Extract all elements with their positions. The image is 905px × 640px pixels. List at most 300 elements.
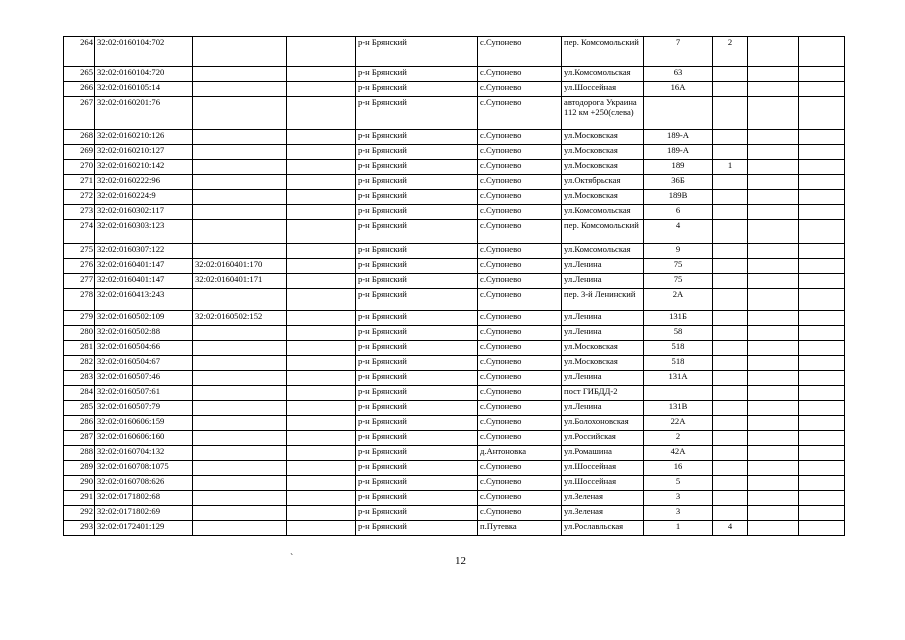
empty-column (287, 386, 356, 401)
row-number: 284 (64, 386, 95, 401)
extra-cell-1 (748, 326, 799, 341)
empty-column (287, 416, 356, 431)
locality-cell: с.Супонево (478, 145, 562, 160)
house-number-cell (644, 97, 713, 130)
linked-cadastral-number (193, 491, 287, 506)
empty-column (287, 506, 356, 521)
cadastral-number: 32:02:0160401:147 (95, 259, 193, 274)
locality-cell: с.Супонево (478, 67, 562, 82)
house-number-cell: 518 (644, 356, 713, 371)
cadastral-number: 32:02:0160303:123 (95, 220, 193, 244)
row-number: 264 (64, 37, 95, 67)
building-cell (713, 491, 748, 506)
row-number: 271 (64, 175, 95, 190)
cadastral-number: 32:02:0160504:67 (95, 356, 193, 371)
row-number: 291 (64, 491, 95, 506)
empty-column (287, 289, 356, 311)
empty-column (287, 491, 356, 506)
linked-cadastral-number (193, 175, 287, 190)
table-row (64, 175, 845, 190)
row-number: 279 (64, 311, 95, 326)
table-row (64, 371, 845, 386)
street-cell: ул.Ленина (562, 326, 644, 341)
table-row (64, 491, 845, 506)
table-row (64, 311, 845, 326)
extra-cell-1 (748, 37, 799, 67)
locality-cell: с.Супонево (478, 326, 562, 341)
locality-cell: с.Супонево (478, 491, 562, 506)
street-cell: ул.Комсомольская (562, 205, 644, 220)
extra-cell-2 (799, 491, 845, 506)
extra-cell-2 (799, 476, 845, 491)
cadastral-number: 32:02:0160507:79 (95, 401, 193, 416)
house-number-cell: 189 (644, 160, 713, 175)
linked-cadastral-number (193, 160, 287, 175)
extra-cell-1 (748, 506, 799, 521)
table-row (64, 431, 845, 446)
house-number-cell: 9 (644, 244, 713, 259)
extra-cell-2 (799, 130, 845, 145)
street-cell: ул.Российская (562, 431, 644, 446)
table-row (64, 289, 845, 311)
locality-cell: с.Супонево (478, 160, 562, 175)
table-row (64, 416, 845, 431)
extra-cell-1 (748, 521, 799, 536)
building-cell (713, 145, 748, 160)
row-number: 275 (64, 244, 95, 259)
extra-cell-1 (748, 371, 799, 386)
house-number-cell: 3 (644, 491, 713, 506)
building-cell (713, 446, 748, 461)
building-cell (713, 244, 748, 259)
cadastral-number: 32:02:0160224:9 (95, 190, 193, 205)
empty-column (287, 476, 356, 491)
row-number: 269 (64, 145, 95, 160)
building-cell (713, 386, 748, 401)
cadastral-number: 32:02:0160210:126 (95, 130, 193, 145)
linked-cadastral-number (193, 82, 287, 97)
locality-cell: с.Супонево (478, 461, 562, 476)
extra-cell-2 (799, 341, 845, 356)
street-cell: ул.Ленина (562, 401, 644, 416)
row-number: 270 (64, 160, 95, 175)
row-number: 265 (64, 67, 95, 82)
district-cell: р-н Брянский (356, 175, 478, 190)
building-cell (713, 259, 748, 274)
cadastral-number: 32:02:0160210:127 (95, 145, 193, 160)
page-number: 12 (455, 555, 466, 567)
extra-cell-1 (748, 220, 799, 244)
row-number: 266 (64, 82, 95, 97)
street-cell: ул.Шоссейная (562, 461, 644, 476)
extra-cell-1 (748, 259, 799, 274)
locality-cell: с.Супонево (478, 476, 562, 491)
table-row (64, 386, 845, 401)
building-cell (713, 371, 748, 386)
table-row (64, 356, 845, 371)
extra-cell-1 (748, 130, 799, 145)
extra-cell-2 (799, 386, 845, 401)
extra-cell-2 (799, 160, 845, 175)
district-cell: р-н Брянский (356, 160, 478, 175)
street-cell: ул.Шоссейная (562, 476, 644, 491)
house-number-cell: 58 (644, 326, 713, 341)
building-cell: 1 (713, 160, 748, 175)
empty-column (287, 145, 356, 160)
extra-cell-1 (748, 67, 799, 82)
extra-cell-2 (799, 274, 845, 289)
house-number-cell: 5 (644, 476, 713, 491)
district-cell: р-н Брянский (356, 82, 478, 97)
district-cell: р-н Брянский (356, 130, 478, 145)
extra-cell-1 (748, 476, 799, 491)
extra-cell-2 (799, 175, 845, 190)
building-cell (713, 476, 748, 491)
table-row (64, 145, 845, 160)
street-cell: ул.Ромашина (562, 446, 644, 461)
linked-cadastral-number (193, 145, 287, 160)
extra-cell-2 (799, 461, 845, 476)
cadastral-number: 32:02:0160401:147 (95, 274, 193, 289)
extra-cell-2 (799, 326, 845, 341)
extra-cell-1 (748, 289, 799, 311)
extra-cell-1 (748, 274, 799, 289)
locality-cell: с.Супонево (478, 386, 562, 401)
cadastral-number: 32:02:0160502:109 (95, 311, 193, 326)
table-row (64, 82, 845, 97)
empty-column (287, 401, 356, 416)
locality-cell: с.Супонево (478, 82, 562, 97)
locality-cell: с.Супонево (478, 130, 562, 145)
district-cell: р-н Брянский (356, 341, 478, 356)
table-row (64, 190, 845, 205)
table-row (64, 521, 845, 536)
linked-cadastral-number (193, 289, 287, 311)
empty-column (287, 326, 356, 341)
district-cell: р-н Брянский (356, 259, 478, 274)
row-number: 276 (64, 259, 95, 274)
empty-column (287, 521, 356, 536)
locality-cell: с.Супонево (478, 190, 562, 205)
street-cell: ул.Московская (562, 356, 644, 371)
street-cell: автодорога Украина 112 км +250(слева) (562, 97, 644, 130)
street-cell: ул.Ленина (562, 371, 644, 386)
locality-cell: с.Супонево (478, 401, 562, 416)
linked-cadastral-number (193, 97, 287, 130)
extra-cell-2 (799, 82, 845, 97)
building-cell (713, 326, 748, 341)
row-number: 281 (64, 341, 95, 356)
empty-column (287, 175, 356, 190)
table-row (64, 67, 845, 82)
building-cell: 2 (713, 37, 748, 67)
street-cell: пер. 3-й Ленинский (562, 289, 644, 311)
row-number: 280 (64, 326, 95, 341)
extra-cell-2 (799, 97, 845, 130)
table-row (64, 476, 845, 491)
cadastral-number: 32:02:0171802:69 (95, 506, 193, 521)
locality-cell: с.Супонево (478, 506, 562, 521)
house-number-cell: 16 (644, 461, 713, 476)
linked-cadastral-number: 32:02:0160502:152 (193, 311, 287, 326)
locality-cell: с.Супонево (478, 220, 562, 244)
extra-cell-1 (748, 97, 799, 130)
extra-cell-1 (748, 341, 799, 356)
empty-column (287, 356, 356, 371)
locality-cell: с.Супонево (478, 37, 562, 67)
district-cell: р-н Брянский (356, 311, 478, 326)
house-number-cell: 6 (644, 205, 713, 220)
house-number-cell: 75 (644, 274, 713, 289)
empty-column (287, 371, 356, 386)
district-cell: р-н Брянский (356, 244, 478, 259)
locality-cell: с.Супонево (478, 416, 562, 431)
extra-cell-2 (799, 521, 845, 536)
extra-cell-1 (748, 145, 799, 160)
extra-cell-1 (748, 244, 799, 259)
extra-cell-1 (748, 160, 799, 175)
house-number-cell: 131Б (644, 311, 713, 326)
linked-cadastral-number (193, 244, 287, 259)
table-row (64, 341, 845, 356)
house-number-cell: 75 (644, 259, 713, 274)
linked-cadastral-number (193, 476, 287, 491)
row-number: 267 (64, 97, 95, 130)
street-cell: ул.Московская (562, 160, 644, 175)
row-number: 278 (64, 289, 95, 311)
street-cell: ул.Московская (562, 341, 644, 356)
district-cell: р-н Брянский (356, 220, 478, 244)
building-cell (713, 205, 748, 220)
extra-cell-1 (748, 386, 799, 401)
linked-cadastral-number (193, 67, 287, 82)
extra-cell-1 (748, 190, 799, 205)
extra-cell-1 (748, 82, 799, 97)
table-row (64, 97, 845, 130)
street-cell: ул.Московская (562, 145, 644, 160)
empty-column (287, 446, 356, 461)
empty-column (287, 259, 356, 274)
table-row (64, 401, 845, 416)
house-number-cell: 22А (644, 416, 713, 431)
row-number: 277 (64, 274, 95, 289)
building-cell (713, 97, 748, 130)
district-cell: р-н Брянский (356, 289, 478, 311)
row-number: 293 (64, 521, 95, 536)
empty-column (287, 431, 356, 446)
linked-cadastral-number (193, 356, 287, 371)
house-number-cell: 189В (644, 190, 713, 205)
district-cell: р-н Брянский (356, 476, 478, 491)
table-row (64, 446, 845, 461)
empty-column (287, 311, 356, 326)
locality-cell: с.Супонево (478, 356, 562, 371)
street-cell: ул.Шоссейная (562, 82, 644, 97)
cadastral-number: 32:02:0160222:96 (95, 175, 193, 190)
building-cell (713, 67, 748, 82)
building-cell: 4 (713, 521, 748, 536)
street-cell: ул.Октябрьская (562, 175, 644, 190)
linked-cadastral-number (193, 190, 287, 205)
building-cell (713, 416, 748, 431)
empty-column (287, 97, 356, 130)
extra-cell-2 (799, 145, 845, 160)
district-cell: р-н Брянский (356, 37, 478, 67)
extra-cell-1 (748, 446, 799, 461)
extra-cell-1 (748, 356, 799, 371)
house-number-cell (644, 386, 713, 401)
house-number-cell: 3 (644, 506, 713, 521)
house-number-cell: 63 (644, 67, 713, 82)
building-cell (713, 311, 748, 326)
cadastral-number: 32:02:0160708:626 (95, 476, 193, 491)
table-row (64, 461, 845, 476)
row-number: 292 (64, 506, 95, 521)
cadastral-number: 32:02:0160104:702 (95, 37, 193, 67)
street-cell: ул.Ленина (562, 274, 644, 289)
empty-column (287, 130, 356, 145)
empty-column (287, 244, 356, 259)
extra-cell-1 (748, 461, 799, 476)
table-row (64, 37, 845, 67)
house-number-cell: 2 (644, 431, 713, 446)
street-cell: ул.Московская (562, 190, 644, 205)
house-number-cell: 36Б (644, 175, 713, 190)
table-row (64, 274, 845, 289)
empty-column (287, 220, 356, 244)
extra-cell-2 (799, 371, 845, 386)
street-cell: ул.Зеленая (562, 506, 644, 521)
district-cell: р-н Брянский (356, 401, 478, 416)
extra-cell-1 (748, 416, 799, 431)
district-cell: р-н Брянский (356, 461, 478, 476)
table-row (64, 220, 845, 244)
street-cell: ул.Ленина (562, 311, 644, 326)
locality-cell: с.Супонево (478, 244, 562, 259)
linked-cadastral-number (193, 37, 287, 67)
extra-cell-2 (799, 205, 845, 220)
district-cell: р-н Брянский (356, 205, 478, 220)
cadastral-number: 32:02:0160504:66 (95, 341, 193, 356)
empty-column (287, 82, 356, 97)
district-cell: р-н Брянский (356, 386, 478, 401)
cadastral-number: 32:02:0160606:159 (95, 416, 193, 431)
building-cell (713, 341, 748, 356)
locality-cell: с.Супонево (478, 341, 562, 356)
cadastral-number: 32:02:0160104:720 (95, 67, 193, 82)
table-row (64, 205, 845, 220)
row-number: 288 (64, 446, 95, 461)
building-cell (713, 130, 748, 145)
table-body (64, 37, 845, 536)
extra-cell-2 (799, 401, 845, 416)
house-number-cell: 518 (644, 341, 713, 356)
cadastral-register-table (63, 36, 845, 536)
locality-cell: д.Антоновка (478, 446, 562, 461)
row-number: 285 (64, 401, 95, 416)
row-number: 268 (64, 130, 95, 145)
extra-cell-1 (748, 311, 799, 326)
row-number: 273 (64, 205, 95, 220)
house-number-cell: 131А (644, 371, 713, 386)
empty-column (287, 37, 356, 67)
cadastral-number: 32:02:0160502:88 (95, 326, 193, 341)
locality-cell: с.Супонево (478, 205, 562, 220)
extra-cell-1 (748, 431, 799, 446)
locality-cell: с.Супонево (478, 259, 562, 274)
district-cell: р-н Брянский (356, 521, 478, 536)
locality-cell: с.Супонево (478, 311, 562, 326)
row-number: 283 (64, 371, 95, 386)
table-row (64, 326, 845, 341)
extra-cell-2 (799, 416, 845, 431)
house-number-cell: 189-А (644, 145, 713, 160)
street-cell: ул.Комсомольская (562, 244, 644, 259)
street-cell: ул.Болохоновская (562, 416, 644, 431)
house-number-cell: 4 (644, 220, 713, 244)
linked-cadastral-number (193, 326, 287, 341)
row-number: 282 (64, 356, 95, 371)
linked-cadastral-number (193, 521, 287, 536)
street-cell: ул.Ленина (562, 259, 644, 274)
locality-cell: с.Супонево (478, 289, 562, 311)
district-cell: р-н Брянский (356, 356, 478, 371)
building-cell (713, 274, 748, 289)
cadastral-number: 32:02:0172401:129 (95, 521, 193, 536)
linked-cadastral-number: 32:02:0160401:171 (193, 274, 287, 289)
row-number: 274 (64, 220, 95, 244)
street-cell: ул.Комсомольская (562, 67, 644, 82)
locality-cell: с.Супонево (478, 175, 562, 190)
district-cell: р-н Брянский (356, 97, 478, 130)
empty-column (287, 205, 356, 220)
extra-cell-2 (799, 190, 845, 205)
table-row (64, 244, 845, 259)
district-cell: р-н Брянский (356, 67, 478, 82)
extra-cell-2 (799, 311, 845, 326)
cadastral-number: 32:02:0160201:76 (95, 97, 193, 130)
linked-cadastral-number (193, 205, 287, 220)
linked-cadastral-number (193, 446, 287, 461)
street-cell: ул.Рославльская (562, 521, 644, 536)
house-number-cell: 7 (644, 37, 713, 67)
linked-cadastral-number (193, 506, 287, 521)
building-cell (713, 401, 748, 416)
linked-cadastral-number (193, 220, 287, 244)
cadastral-number: 32:02:0160507:61 (95, 386, 193, 401)
extra-cell-2 (799, 244, 845, 259)
house-number-cell: 131В (644, 401, 713, 416)
street-cell: ул.Зеленая (562, 491, 644, 506)
locality-cell: п.Путевка (478, 521, 562, 536)
extra-cell-2 (799, 356, 845, 371)
extra-cell-2 (799, 431, 845, 446)
extra-cell-2 (799, 220, 845, 244)
cadastral-number: 32:02:0160704:132 (95, 446, 193, 461)
locality-cell: с.Супонево (478, 371, 562, 386)
linked-cadastral-number (193, 461, 287, 476)
house-number-cell: 2А (644, 289, 713, 311)
street-cell: пост ГИБДД-2 (562, 386, 644, 401)
building-cell (713, 175, 748, 190)
row-number: 287 (64, 431, 95, 446)
row-number: 289 (64, 461, 95, 476)
table-row (64, 130, 845, 145)
linked-cadastral-number (193, 371, 287, 386)
cadastral-number: 32:02:0160413:243 (95, 289, 193, 311)
linked-cadastral-number (193, 431, 287, 446)
row-number: 290 (64, 476, 95, 491)
